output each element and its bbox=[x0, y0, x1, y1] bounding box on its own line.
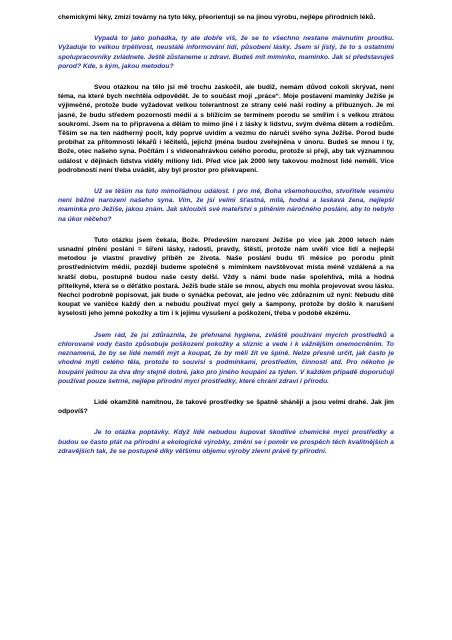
paragraph-2: Vypadá to jako pohádka, ty ale dobře víš, že se to všechno nestane mávnutím proutku. Vyžaduje to velkou trpělivost, neustálé informování lidí, působení lásky. Jsem si jistý, že to s ostatními spolupracovníky zvládnete. Ještě zůstaneme u zdraví. Budeš mít miminko, maminko. Jak si představuješ porod? Kde, s kým, jakou metodou? bbox=[58, 35, 394, 70]
paragraph-5: Tuto otázku jsem čekala, Bože. Především narození Ježíše po více jak 2000 letech nám usnadní plnění poslání = šíření lásky, radosti, pravdy, štěstí, protože nám uvěří více lidí a nejlepší metodou je vlastní pravdivý příběh ze života. Naše poslání budu tři měsíce po porodu plnit prostřednictvím médií, později budeme společně s miminkem navštěvovat místa méně vzdálená a na kratší dobu, postupně budou naše cesty delší. Vždy s námi bude naše spolehlivá, milá a hodná přítelkyně, která se o děťátko postará. Ježíš bude stále se mnou, abych mu mohla projevovat svou lásku. Nechci podrobně popisovat, jak bude o synáčka pečovat, ale jedno věc zdůrazním už nyní: Nebudu dítě koupat ve vaničce každý den a nebudu používat mycí gely a šampony, protože by došlo k narušení kyselosti jeho jemné pokožky a tím i k jejímu vysušení a poškození, třeba v podobě ekzému. bbox=[58, 236, 394, 318]
paragraph-1: chemickými léky, zmizí továrny na tyto léky, přeorientují se na jinou výrobu, nejlépe přírodních léků. bbox=[58, 14, 376, 21]
paragraph-7: Lidé okamžitě namítnou, že takové prostředky se špatně shánějí a jsou velmi drahé. Jak jim odpovíš? bbox=[58, 398, 394, 416]
paragraph-4: Už se těšim na tuto mimořádnou událost. I pro mě, Boha všemohoucího, stvořitele vesmíru není běžné narození našeho syna. Vím, že jsi velmi šťastná, milá, hodná a laskavá žena, nejlepší maminka pro Ježíše, jakou znám. Jak skloubíš své mateřství s plněním náročného poslání, aby to nebylo na úkor něčeho? bbox=[58, 188, 394, 223]
paragraph-8: Je to otázka poptávky. Když lidé nebudou kupovat škodlivé chemické mycí prostředky a budou se často ptát na přírodní a ekologické výrobky, změní se i poměr ve prospěch těch kvalitnějších a zdravějších tak, že se postupně díky většímu objemu výroby zlevní právě ty přírodní. bbox=[58, 429, 394, 455]
paragraph-3: Svou otázkou na tělo jsi mě trochu zaskočil, ale budiž, nemám důvod cokoli skrývat, není téma, na které bych nechtěla odpovědět. Je to součást mojí „práce“. Moje postavení maminky Ježíše je výjimečné, protože bude vyžadovat velkou tolerantnost ze strany celé naší rodiny a příbuzných. Je mi jasné, že budu středem pozornosti médií a s blížícím se termínem porodu se smířím i s velkou ztrátou soukromí. Jsem na to připravena a dělám to mimo jiné i z lásky k lidstvu, svým dvěma dětem a rodičům. Těším se na ten nádherný pocit, kdy poprvé uvidím a vezmu do náručí svého syna Ježíše. Porod bude probíhat za přítomnosti lékařů i léčitelů, jejichž jména budou zveřejněna v únoru. Budeš se mnou i ty, Bože, otec našeho syna. Počítám i s videonahrávkou celého porodu, protože si přeji, aby tak významnou událost v dějinách lidstva viděly miliony lidí. Před více jak 2000 lety takovou možnost lidé neměli. Více podrobností není třeba uvádět, aby byl prostor pro překvapení. bbox=[58, 84, 394, 174]
paragraph-6: Jsem rád, že jsi zdůraznila, že přehnaná hygiena, zvláště používání mycích prostředků a chlorované vody často způsobuje poškození pokožky a sliznic a vede i k vážnějším onemocněním. To neznamená, že by se lidé neměli mýt a koupat, že by měli žít ve špíně. Nelze přesně určit, jak často je vhodné mýti celého těla, protože to souvisí s podmínkami, prostředím, činností atd. Pro někoho je koupání jednou za dva dny stejně dobré, jako pro jiného koupání za týden. V každém případě doporučuji používat pouze šetrné, nejlépe přírodní mycí prostředky, které chrání zdraví i přírodu. bbox=[58, 331, 394, 385]
